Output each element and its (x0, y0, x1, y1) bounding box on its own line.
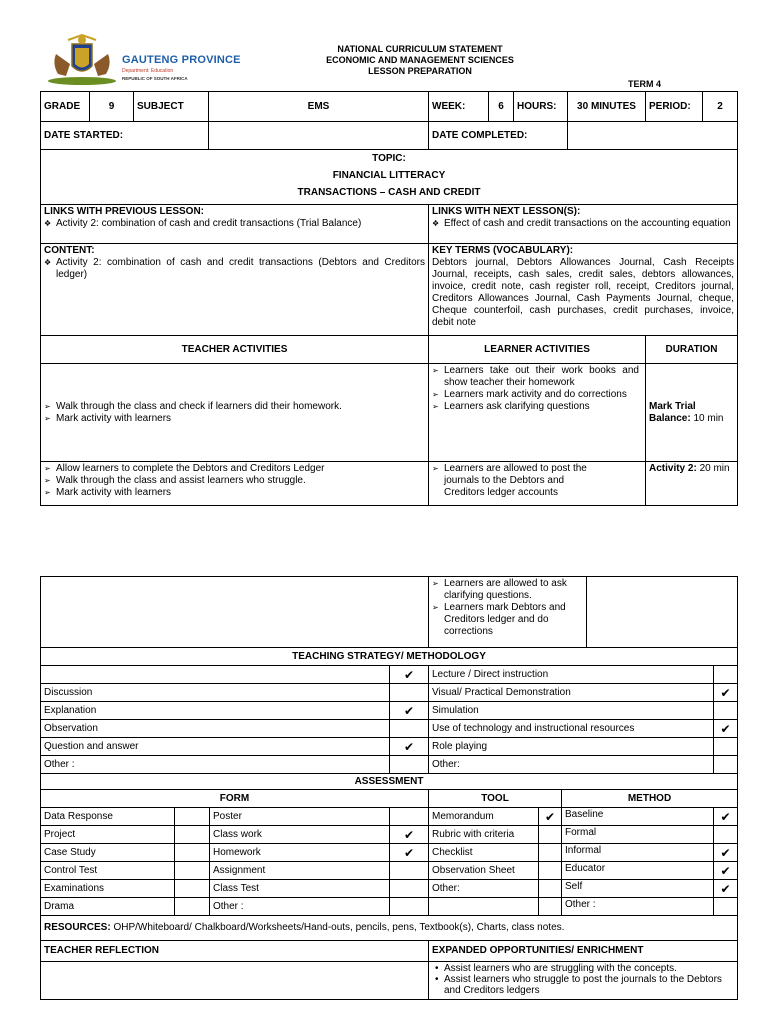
strategy-left-label: Discussion (41, 684, 390, 702)
strategy-right-label: Role playing (429, 738, 714, 756)
continued-teacher-cell (41, 577, 429, 648)
province-name: GAUTENG PROVINCE (122, 54, 241, 66)
method-item: Educator (562, 862, 714, 880)
tool-item: Observation Sheet (429, 862, 539, 880)
strategy-left-label (41, 666, 390, 684)
strategy-right-label: Simulation (429, 702, 714, 720)
method-check (714, 826, 738, 844)
key-terms-label: KEY TERMS (VOCABULARY): (432, 245, 574, 256)
gauteng-logo (44, 34, 244, 86)
topic-line-2: TRANSACTIONS – CASH AND CREDIT (297, 187, 481, 198)
tool-item: Other: (429, 880, 539, 898)
form-item: Data Response (41, 808, 175, 826)
strategy-left-check: ✔ (390, 702, 429, 720)
week-value: 6 (489, 92, 514, 122)
key-terms-cell (429, 244, 738, 336)
enrichment-item: • Assist learners who struggle to post the journals to the Debtors and Creditors ledgers (432, 974, 734, 996)
method-check: ✔ (714, 880, 738, 898)
strategy-right-label: Lecture / Direct instruction (429, 666, 714, 684)
links-previous-item: ❖ Activity 2: combination of cash and credit transactions (Trial Balance) (44, 218, 425, 230)
row2-learner-item: ➢ Learners are allowed to post the journals to the Debtors and Creditors ledger accounts (432, 463, 605, 499)
method-item: Baseline (562, 808, 714, 826)
resources-text: OHP/Whiteboard/ Chalkboard/Worksheets/Hand-outs, pencils, pens, Textbook(s), Charts, class notes. (110, 922, 565, 933)
strategy-right-check (714, 738, 738, 756)
header-line-3: LESSON PREPARATION (368, 66, 472, 76)
form-check: ✔ (390, 844, 429, 862)
row1-learner-item: ➢ Learners take out their work books and show teacher their homework (432, 365, 639, 389)
row2-duration (646, 462, 738, 506)
strategy-right-check (714, 756, 738, 774)
strategy-left-check (390, 720, 429, 738)
row2-teacher-activities (41, 462, 429, 506)
strategy-right-check: ✔ (714, 720, 738, 738)
tool-item (429, 898, 539, 916)
form-item: Class Test (210, 880, 390, 898)
hours-value: 30 MINUTES (568, 92, 646, 122)
date-started-label: DATE STARTED: (41, 122, 209, 150)
row1-teacher-item: ➢ Walk through the class and check if learners did their homework. (44, 401, 425, 413)
row2-learner-activities (429, 462, 646, 506)
tool-check (539, 826, 562, 844)
method-check: ✔ (714, 844, 738, 862)
term-label: TERM 4 (628, 79, 662, 89)
tool-check (539, 844, 562, 862)
form-check (175, 880, 210, 898)
content-cell (41, 244, 429, 336)
row1-teacher-item: ➢ Mark activity with learners (44, 413, 425, 425)
strategy-left-check (390, 684, 429, 702)
teacher-activities-header: TEACHER ACTIVITIES (41, 336, 429, 364)
form-header: FORM (41, 790, 429, 808)
row1-learner-item: ➢ Learners mark activity and do corrections (432, 389, 639, 401)
subject-label: SUBJECT (134, 92, 209, 122)
row1-learner-item: ➢ Learners ask clarifying questions (432, 401, 639, 413)
row1-duration-value: 10 min (690, 412, 724, 424)
links-next (429, 205, 738, 244)
form-check (390, 880, 429, 898)
period-label: PERIOD: (646, 92, 703, 122)
strategy-right-check: ✔ (714, 684, 738, 702)
row1-teacher-activities (41, 364, 429, 462)
resources-row (41, 916, 738, 941)
resources-label: RESOURCES: (44, 922, 111, 933)
row1-duration-label: Mark Trial Balance: (649, 400, 696, 424)
form-check (175, 826, 210, 844)
form-item: Control Test (41, 862, 175, 880)
week-label: WEEK: (429, 92, 489, 122)
links-next-item: ❖ Effect of cash and credit transactions on the accounting equation (432, 218, 734, 230)
row2-learner-cont-item: ➢ Learners mark Debtors and Creditors ledger and do corrections (432, 602, 574, 638)
row2-teacher-item: ➢ Walk through the class and assist learners who struggle. (44, 475, 425, 487)
learner-activities-header: LEARNER ACTIVITIES (429, 336, 646, 364)
assessment-header: ASSESSMENT (41, 774, 738, 790)
topic-line-1: FINANCIAL LITTERACY (332, 170, 446, 181)
topic-label: TOPIC: (372, 153, 406, 164)
tool-item: Rubric with criteria (429, 826, 539, 844)
expanded-opportunities-list (429, 962, 738, 1000)
form-item: Case Study (41, 844, 175, 862)
strategy-left-label: Observation (41, 720, 390, 738)
form-check (390, 808, 429, 826)
content-item: ❖ Activity 2: combination of cash and credit transactions (Debtors and Creditors ledger) (44, 257, 425, 281)
strategy-left-label: Question and answer (41, 738, 390, 756)
subject-value: EMS (209, 92, 429, 122)
teacher-reflection-value (41, 962, 429, 1000)
date-completed-value (568, 122, 738, 150)
tool-check (539, 862, 562, 880)
duration-header: DURATION (646, 336, 738, 364)
tool-check (539, 898, 562, 916)
strategy-left-label: Other : (41, 756, 390, 774)
header-line-2: ECONOMIC AND MANAGEMENT SCIENCES (326, 55, 514, 65)
department-name: Department: Education (122, 68, 174, 74)
continued-duration-cell (587, 577, 738, 648)
strategy-left-label: Explanation (41, 702, 390, 720)
date-completed-label: DATE COMPLETED: (429, 122, 568, 150)
form-item: Examinations (41, 880, 175, 898)
coat-of-arms-icon (44, 34, 120, 86)
hours-label: HOURS: (514, 92, 568, 122)
tool-header: TOOL (429, 790, 562, 808)
form-item: Class work (210, 826, 390, 844)
strategy-right-check (714, 702, 738, 720)
form-check: ✔ (390, 826, 429, 844)
method-item: Informal (562, 844, 714, 862)
method-item: Self (562, 880, 714, 898)
lesson-plan-table-2 (40, 576, 738, 1000)
form-item: Homework (210, 844, 390, 862)
row2-teacher-item: ➢ Mark activity with learners (44, 487, 425, 499)
teacher-reflection-label: TEACHER REFLECTION (41, 941, 429, 962)
strategy-right-check (714, 666, 738, 684)
row1-duration (646, 364, 738, 462)
key-terms-text: Debtors journal, Debtors Allowances Journal, Cash Receipts Journal, receipts, cash sales, credit sales, debtors allowances, invoice, credit note, cash register roll, receipt, Creditors journal, Creditors Allowances Journal, Cash Payments Journal, cheque, Cheque counterfoil, cash purchases, credit purchases, invoice, debit note (432, 257, 734, 328)
strategy-left-check (390, 756, 429, 774)
form-check (175, 844, 210, 862)
method-header: METHOD (562, 790, 738, 808)
grade-value: 9 (90, 92, 134, 122)
form-item: Poster (210, 808, 390, 826)
row1-learner-activities (429, 364, 646, 462)
grade-label: GRADE (41, 92, 90, 122)
tool-check (539, 880, 562, 898)
links-previous (41, 205, 429, 244)
form-item: Assignment (210, 862, 390, 880)
period-value: 2 (703, 92, 738, 122)
strategy-left-check: ✔ (390, 738, 429, 756)
strategy-header: TEACHING STRATEGY/ METHODOLOGY (41, 648, 738, 666)
lesson-plan-table-1 (40, 91, 738, 506)
form-check (175, 898, 210, 916)
form-check (175, 808, 210, 826)
method-item: Other : (562, 898, 714, 916)
row2-duration-label: Activity 2: (649, 463, 697, 474)
row2-teacher-item: ➢ Allow learners to complete the Debtors and Creditors Ledger (44, 463, 425, 475)
method-check (714, 898, 738, 916)
row2-learner-cont-item: ➢ Learners are allowed to ask clarifying questions. (432, 578, 574, 602)
method-check: ✔ (714, 862, 738, 880)
links-previous-label: LINKS WITH PREVIOUS LESSON: (44, 206, 205, 217)
tool-check: ✔ (539, 808, 562, 826)
header-line-1: NATIONAL CURRICULUM STATEMENT (337, 44, 503, 54)
form-item: Other : (210, 898, 390, 916)
strategy-right-label: Use of technology and instructional resources (429, 720, 714, 738)
strategy-right-label: Visual/ Practical Demonstration (429, 684, 714, 702)
form-check (175, 862, 210, 880)
method-check: ✔ (714, 808, 738, 826)
date-started-value (209, 122, 429, 150)
form-check (390, 898, 429, 916)
form-item: Drama (41, 898, 175, 916)
links-next-label: LINKS WITH NEXT LESSON(S): (432, 206, 581, 217)
country-name: REPUBLIC OF SOUTH AFRICA (122, 76, 188, 81)
strategy-right-label: Other: (429, 756, 714, 774)
continued-learner-cell (429, 577, 587, 648)
content-label: CONTENT: (44, 245, 95, 256)
enrichment-item: • Assist learners who are struggling with the concepts. (432, 963, 734, 974)
form-item: Project (41, 826, 175, 844)
method-item: Formal (562, 826, 714, 844)
form-check (390, 862, 429, 880)
expanded-opportunities-label: EXPANDED OPPORTUNITIES/ ENRICHMENT (429, 941, 738, 962)
tool-item: Checklist (429, 844, 539, 862)
topic-block (41, 150, 738, 205)
tool-item: Memorandum (429, 808, 539, 826)
strategy-left-check: ✔ (390, 666, 429, 684)
row2-duration-value: 20 min (696, 463, 730, 474)
